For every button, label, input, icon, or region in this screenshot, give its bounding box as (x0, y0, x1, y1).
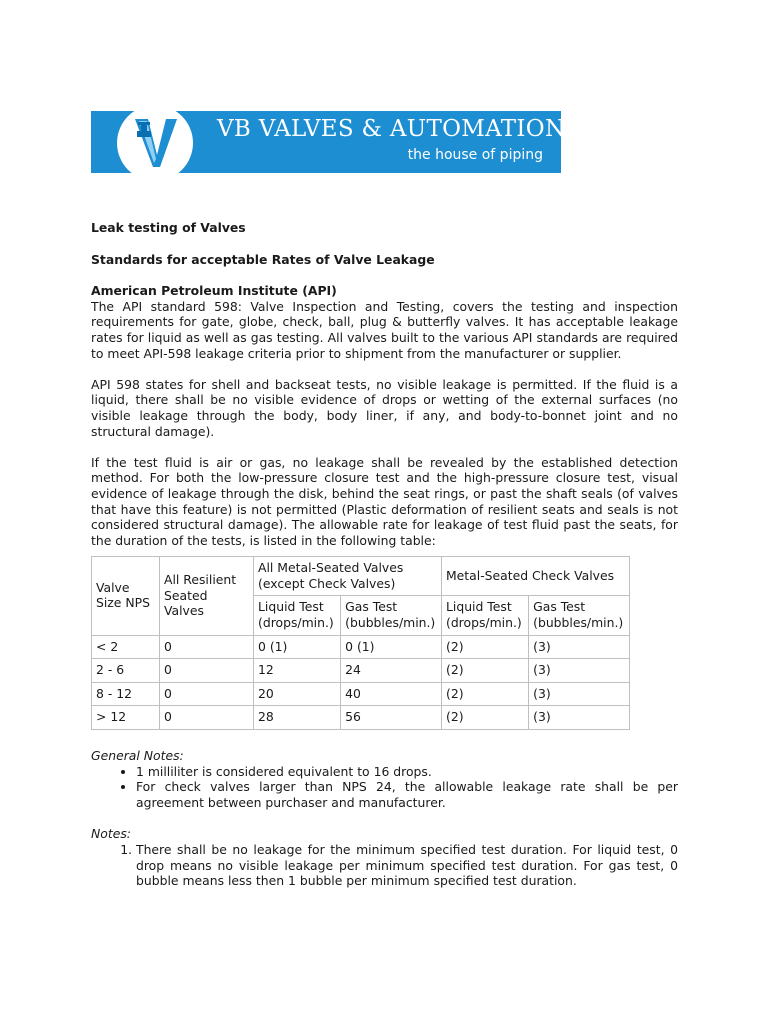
notes-list (91, 842, 678, 889)
table-row (92, 682, 630, 706)
table-cell: 20 (254, 682, 341, 706)
valve-logo-icon (117, 105, 193, 181)
table-cell: 8 - 12 (92, 682, 160, 706)
document-body (91, 220, 678, 889)
document-subtitle: Standards for acceptable Rates of Valve Leakage (91, 251, 435, 267)
logo (117, 105, 193, 181)
table-cell: 0 (1) (341, 635, 442, 659)
table-cell: (2) (441, 635, 528, 659)
table-header-row (92, 557, 630, 596)
section-heading: American Petroleum Institute (API) (91, 283, 337, 299)
table-cell: < 2 (92, 635, 160, 659)
table-cell: (3) (529, 635, 630, 659)
document-title: Leak testing of Valves (91, 220, 246, 235)
notes-title: Notes: (91, 826, 131, 842)
table-cell: (3) (529, 682, 630, 706)
table-row (92, 706, 630, 730)
table-cell: 24 (341, 659, 442, 683)
table-cell: > 12 (92, 706, 160, 730)
table-cell: 0 (160, 706, 254, 730)
paragraph: API 598 states for shell and backseat tests, no visible leakage is permitted. If the fluid is a liquid, there shall be no visible evidence of drops or wetting of the external surfaces (no visible leakage through the body, body liner, if any, and body-to-bonnet joint and no structural damage). (91, 376, 678, 439)
table-cell: (2) (441, 682, 528, 706)
paragraph: The API standard 598: Valve Inspection and Testing, covers the testing and inspection requirements for gate, globe, check, ball, plug & butterfly valves. It has acceptable leakage rates for liquid as well as gas testing. All valves built to the various API standards are required to meet API-598 leakage criteria prior to shipment from the manufacturer or supplier. (91, 298, 678, 361)
header-cell: Liquid Test (drops/min.) (254, 596, 341, 635)
table-cell: (3) (529, 659, 630, 683)
header-banner (91, 111, 566, 173)
list-item: • 1 milliliter is considered equivalent to 16 drops. (136, 764, 678, 780)
table-cell: (2) (441, 659, 528, 683)
header-cell: All Resilient Seated Valves (160, 557, 254, 635)
table-cell: (2) (441, 706, 528, 730)
general-notes-title: General Notes: (91, 748, 184, 764)
table-cell: 0 (160, 659, 254, 683)
brand-tagline: the house of piping (407, 147, 543, 163)
header-cell: Gas Test (bubbles/min.) (341, 596, 442, 635)
table-cell: 40 (341, 682, 442, 706)
header-cell: Liquid Test (drops/min.) (441, 596, 528, 635)
list-item: • For check valves larger than NPS 24, the allowable leakage rate shall be per agreement between purchaser and manufacturer. (136, 779, 678, 810)
table-cell: 2 - 6 (92, 659, 160, 683)
header-cell: Valve Size NPS (92, 557, 160, 635)
header-cell: Gas Test (bubbles/min.) (529, 596, 630, 635)
table-cell: 0 (160, 635, 254, 659)
table-cell: 12 (254, 659, 341, 683)
header-cell: All Metal-Seated Valves (except Check Valves) (254, 557, 442, 596)
header-cell: Metal-Seated Check Valves (441, 557, 629, 596)
list-item: 1. There shall be no leakage for the minimum specified test duration. For liquid test, 0 drop means no visible leakage per minimum specified test duration. For gas test, 0 bubble means less then 1 bubble per minimum specified test duration. (136, 842, 678, 889)
table-cell: 28 (254, 706, 341, 730)
table-row (92, 659, 630, 683)
table-cell: 56 (341, 706, 442, 730)
general-notes-list (91, 764, 678, 811)
leakage-table (91, 556, 630, 730)
paragraph: If the test fluid is air or gas, no leakage shall be revealed by the established detection method. For both the low-pressure closure test and the high-pressure closure test, visual evidence of leakage through the disk, behind the seat rings, or past the shaft seals (of valves that have this feature) is not permitted (Plastic deformation of resilient seats and seals is not considered structural damage). The allowable rate for leakage of test fluid past the seats, for the duration of the tests, is listed in the following table: (91, 454, 678, 548)
brand-name: VB VALVES & AUTOMATION (217, 116, 566, 142)
table-row (92, 635, 630, 659)
table-cell: 0 (1) (254, 635, 341, 659)
table-cell: (3) (529, 706, 630, 730)
table-cell: 0 (160, 682, 254, 706)
